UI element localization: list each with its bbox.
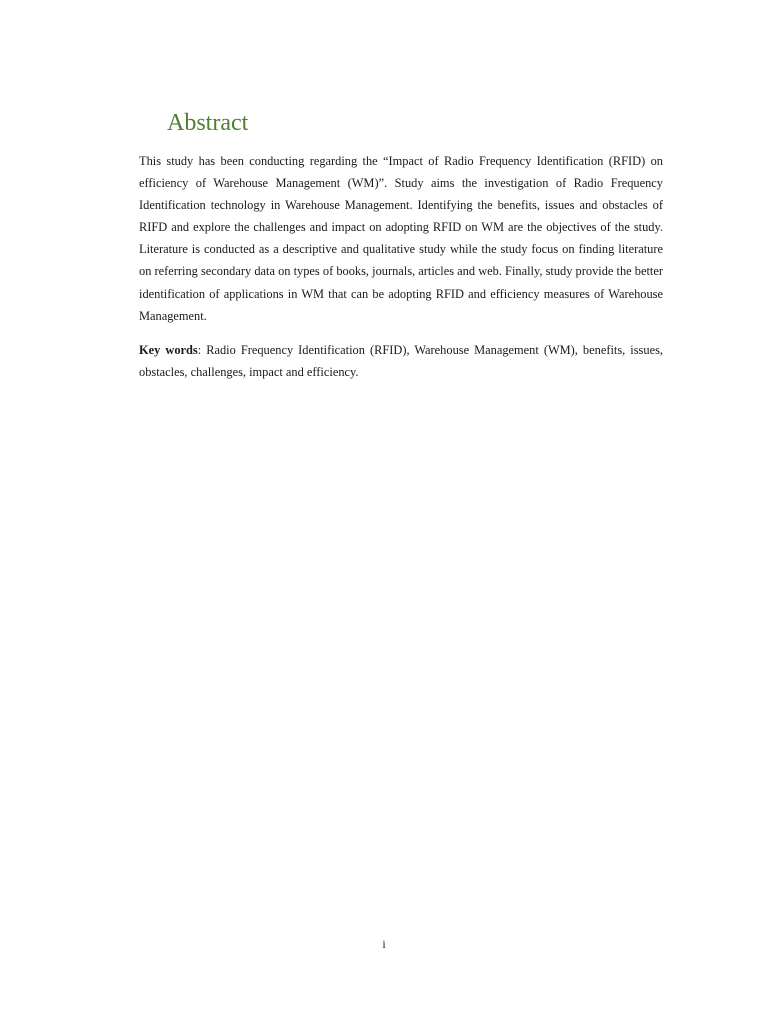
abstract-paragraph: This study has been conducting regarding the “Impact of Radio Frequency Identification (RFID) on efficiency of Warehouse Management (WM)”. Study aims the investigation of Radio Frequency Identification technology in Warehouse Management. Identifying the benefits, issues and obstacles of RIFD and explore the challenges and impact on adopting RFID on WM are the objectives of the study. Literature is conducted as a descriptive and qualitative study while the study focus on finding literature on referring secondary data on types of books, journals, articles and web. Finally, study provide the better identification of applications in WM that can be adopting RFID and efficiency measures of Warehouse Management. <box>139 154 663 323</box>
keywords-label: Key words <box>139 343 198 357</box>
page-number: i <box>382 937 386 951</box>
keywords-paragraph <box>139 339 663 383</box>
abstract-heading: Abstract <box>167 110 249 136</box>
keywords-text: : Radio Frequency Identification (RFID), Warehouse Management (WM), benefits, issues, obstacles, challenges, impact and efficiency. <box>139 343 663 380</box>
